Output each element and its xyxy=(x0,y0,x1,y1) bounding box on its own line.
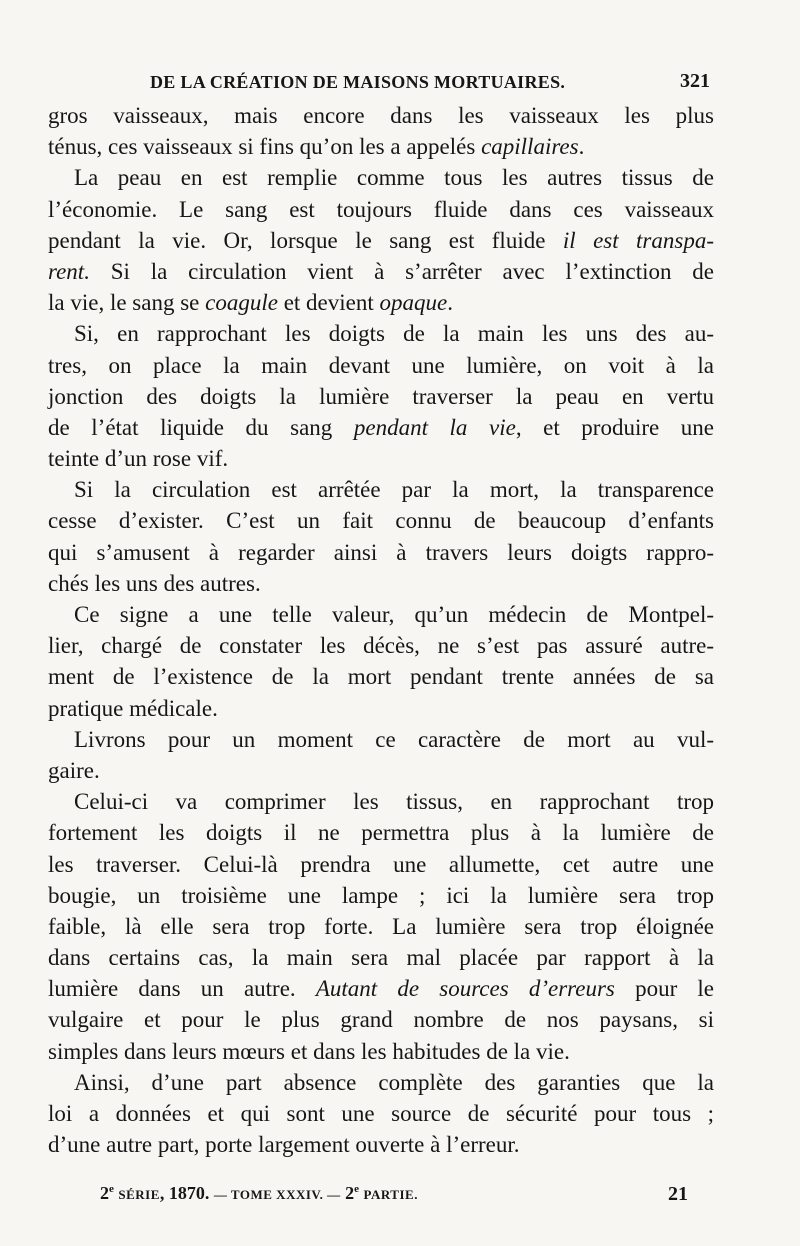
footer-year: 1870. xyxy=(168,1183,210,1203)
text-line xyxy=(48,973,714,1004)
text-line xyxy=(48,287,714,318)
text-line xyxy=(48,505,714,536)
text-run: de l’état liquide du sang xyxy=(48,414,354,440)
text-line xyxy=(48,661,714,692)
text-run: La peau en est remplie comme tous les autres tissus de xyxy=(74,165,714,191)
text-run: pendant la vie. Or, lorsque le sang est fluide xyxy=(48,227,563,253)
text-line xyxy=(48,568,714,599)
text-run: bougie, un troisième une lampe ; ici la lumière sera trop xyxy=(48,882,714,908)
text-run: qui s’amusent à regarder ainsi à travers leurs doigts rappro- xyxy=(48,539,714,565)
italic-run: opaque xyxy=(379,290,448,316)
text-line xyxy=(48,131,714,162)
text-run: tres, on place la main devant une lumière, on voit à la xyxy=(48,352,714,378)
text-run: Ce signe a une telle valeur, qu’un médecin de Montpel- xyxy=(74,602,714,627)
italic-run: rent. xyxy=(48,258,90,284)
text-line xyxy=(48,911,714,942)
signature-mark: 21 xyxy=(668,1183,688,1205)
text-line xyxy=(48,724,714,755)
text-line xyxy=(48,1036,714,1067)
text-line xyxy=(48,256,714,287)
series-word: SÉRIE xyxy=(118,1187,160,1202)
text-line xyxy=(48,786,714,817)
text-line xyxy=(48,225,714,256)
text-run: fortement les doigts il ne permettra plus à la lumière de xyxy=(48,820,714,846)
text-run: teinte d’un rose vif. xyxy=(48,446,229,472)
text-line xyxy=(48,1067,714,1098)
running-title: DE LA CRÉATION DE MAISONS MORTUAIRES. xyxy=(150,72,566,92)
text-line xyxy=(48,318,714,349)
text-line xyxy=(48,693,714,724)
text-line xyxy=(48,474,714,505)
text-line xyxy=(48,443,714,474)
text-line xyxy=(48,162,714,193)
text-run: pratique médicale. xyxy=(48,695,218,721)
part-number: 2 xyxy=(345,1183,355,1203)
text-run: . xyxy=(447,290,453,316)
text-line xyxy=(48,412,714,443)
text-run: loi a données et qui sont une source de sécurité pour tous ; xyxy=(48,1101,714,1126)
text-run: ment de l’existence de la mort pendant trente années de sa xyxy=(48,664,714,690)
text-run: chés les uns des autres. xyxy=(48,570,261,596)
part-superscript: e xyxy=(354,1183,360,1195)
text-run: pour le xyxy=(614,976,715,1002)
italic-run: Autant de sources d’erreurs xyxy=(315,976,615,1002)
text-line xyxy=(48,1129,714,1160)
text-run: . xyxy=(578,134,585,160)
body-text xyxy=(48,100,714,1160)
text-run: Si la circulation vient à s’arrêter avec l’extinction de xyxy=(89,258,714,284)
text-run: simples dans leurs mœurs et dans les habitudes de la vie. xyxy=(48,1038,570,1064)
part-word: PARTIE. xyxy=(363,1187,418,1202)
tome-label: — TOME XXXIV. — xyxy=(213,1187,341,1202)
text-run: l’économie. Le sang est toujours fluide dans ces vaisseaux xyxy=(48,196,714,222)
text-run: Celui-ci va comprimer les tissus, en rapprochant trop xyxy=(74,789,714,815)
running-header xyxy=(150,68,710,98)
text-run: ténus, ces vaisseaux si fins qu’on les a appelés xyxy=(48,134,482,160)
text-run: les traverser. Celui-là prendra une allumette, cet autre une xyxy=(48,851,714,877)
text-run: Si, en rapprochant les doigts de la main les uns des au- xyxy=(74,321,714,347)
text-line xyxy=(48,849,714,880)
text-line xyxy=(48,817,714,848)
text-run: Si la circulation est arrêtée par la mort, la transparence xyxy=(74,477,714,503)
text-line xyxy=(48,599,714,630)
text-line xyxy=(48,1098,714,1129)
footer-imprint: 2e SÉRIE, 1870. — TOME XXXIV. — 2e PARTIE. xyxy=(100,1183,418,1203)
text-run: d’une autre part, porte largement ouverte à l’erreur. xyxy=(48,1132,520,1158)
text-line xyxy=(48,630,714,661)
series-superscript: e xyxy=(109,1183,114,1195)
text-run: la vie, le sang se xyxy=(48,290,206,316)
page-footer xyxy=(100,1183,688,1211)
text-line xyxy=(48,755,714,786)
text-line xyxy=(48,1004,714,1035)
text-run: vulgaire et pour le plus grand nombre de nos paysans, si xyxy=(48,1007,714,1033)
text-run: dans certains cas, la main sera mal placée par rapport à la xyxy=(48,945,714,971)
text-run: Livrons pour un moment ce caractère de mort au vul- xyxy=(74,726,714,752)
text-run: gaire. xyxy=(48,757,100,783)
italic-run: capillaires xyxy=(481,134,579,160)
text-run: gros vaisseaux, mais encore dans les vaisseaux les plus xyxy=(48,103,714,128)
text-line xyxy=(48,381,714,412)
text-run: jonction des doigts la lumière traverser la peau en vertu xyxy=(48,383,714,409)
text-line xyxy=(48,537,714,568)
italic-run: il est transpa- xyxy=(562,227,714,253)
text-line xyxy=(48,350,714,381)
text-line xyxy=(48,880,714,911)
text-line xyxy=(48,194,714,225)
text-run: , et produire une xyxy=(515,414,715,440)
page-number: 321 xyxy=(680,70,710,92)
text-run: Ainsi, d’une part absence complète des garanties que la xyxy=(74,1069,714,1095)
series-number: 2 xyxy=(100,1183,109,1203)
text-run: et devient xyxy=(277,290,380,316)
italic-run: pendant la vie xyxy=(353,414,516,440)
text-line xyxy=(48,100,714,131)
text-run: cesse d’exister. C’est un fait connu de beaucoup d’enfants xyxy=(48,508,714,534)
text-run: lier, chargé de constater les décès, ne s’est pas assuré autre- xyxy=(48,633,714,659)
italic-run: coagule xyxy=(205,290,278,316)
text-run: lumière dans un autre. xyxy=(48,976,316,1002)
text-run: faible, là elle sera trop forte. La lumière sera trop éloignée xyxy=(48,913,714,939)
text-line xyxy=(48,942,714,973)
